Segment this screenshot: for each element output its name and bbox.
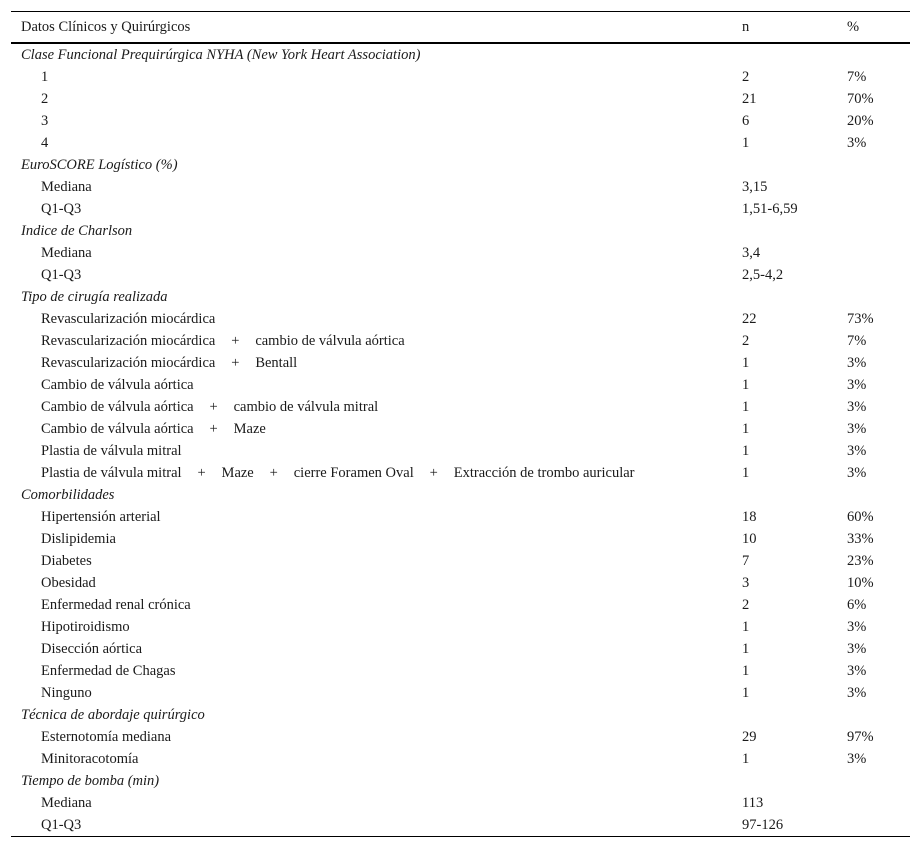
row-n-value: 113	[742, 795, 764, 811]
row-label: Q1-Q3	[41, 817, 82, 833]
section-header-row	[11, 220, 910, 242]
table-row	[11, 374, 910, 396]
plus-separator: +	[269, 465, 278, 481]
row-pct-value: 3%	[847, 751, 867, 767]
table-row	[11, 748, 910, 770]
plus-separator: +	[231, 355, 240, 371]
table-row	[11, 308, 910, 330]
section-header-row	[11, 286, 910, 308]
row-n-value: 1	[742, 751, 750, 767]
table-row	[11, 176, 910, 198]
row-pct-value: 70%	[847, 91, 874, 107]
procedure-part: cierre Foramen Oval	[293, 465, 414, 481]
table-row	[11, 506, 910, 528]
row-label	[41, 352, 297, 374]
row-pct-value: 3%	[847, 421, 867, 437]
row-label	[41, 330, 405, 352]
row-n-value: 2	[742, 597, 750, 613]
row-n-value: 10	[742, 531, 757, 547]
procedure-part: Extracción de trombo auricular	[453, 465, 635, 481]
row-pct-value: 20%	[847, 113, 874, 129]
section-label: Comorbilidades	[21, 487, 115, 503]
row-pct-value: 3%	[847, 619, 867, 635]
row-n-value: 3,15	[742, 179, 768, 195]
header-col-pct: %	[847, 19, 860, 35]
row-label: Disección aórtica	[41, 641, 143, 657]
row-n-value: 3,4	[742, 245, 761, 261]
procedure-part: Plastia de válvula mitral	[41, 443, 182, 459]
row-label: 4	[41, 135, 49, 151]
table-row	[11, 396, 910, 418]
row-n-value: 21	[742, 91, 757, 107]
table-row	[11, 88, 910, 110]
row-pct-value: 6%	[847, 597, 867, 613]
table-row	[11, 638, 910, 660]
section-header-row	[11, 770, 910, 792]
row-n-value: 97-126	[742, 817, 784, 833]
row-label	[41, 440, 182, 462]
row-label: Ninguno	[41, 685, 92, 701]
table-header	[11, 12, 910, 44]
row-n-value: 1	[742, 399, 750, 415]
row-n-value: 1	[742, 135, 750, 151]
row-label	[41, 308, 215, 330]
row-n-value: 2,5-4,2	[742, 267, 784, 283]
section-label: Tiempo de bomba (min)	[21, 773, 160, 789]
section-header-row	[11, 44, 910, 66]
row-pct-value: 10%	[847, 575, 874, 591]
table-row	[11, 550, 910, 572]
row-label: 1	[41, 69, 49, 85]
table-row	[11, 264, 910, 286]
procedure-part: Cambio de válvula aórtica	[41, 377, 194, 393]
procedure-part: Revascularización miocárdica	[41, 311, 216, 327]
section-label: Indice de Charlson	[21, 223, 133, 239]
table-row	[11, 66, 910, 88]
row-n-value: 1	[742, 421, 750, 437]
procedure-part: Revascularización miocárdica	[41, 333, 216, 349]
row-label: Diabetes	[41, 553, 92, 569]
section-header-row	[11, 704, 910, 726]
table-row	[11, 462, 910, 484]
plus-separator: +	[209, 421, 218, 437]
row-n-value: 1	[742, 443, 750, 459]
row-label: Dislipidemia	[41, 531, 116, 547]
row-label: Enfermedad de Chagas	[41, 663, 176, 679]
row-label: 3	[41, 113, 49, 129]
procedure-part: cambio de válvula mitral	[233, 399, 379, 415]
procedure-part: cambio de válvula aórtica	[255, 333, 405, 349]
row-pct-value: 97%	[847, 729, 874, 745]
row-n-value: 1	[742, 377, 750, 393]
table-bottom-rule	[11, 836, 910, 837]
row-label: Mediana	[41, 179, 92, 195]
row-n-value: 29	[742, 729, 757, 745]
row-pct-value: 3%	[847, 641, 867, 657]
plus-separator: +	[231, 333, 240, 349]
procedure-part: Plastia de válvula mitral	[41, 465, 182, 481]
table-row	[11, 594, 910, 616]
procedure-part: Maze	[221, 465, 254, 481]
row-pct-value: 3%	[847, 443, 867, 459]
row-pct-value: 3%	[847, 355, 867, 371]
table-row	[11, 198, 910, 220]
row-label: Q1-Q3	[41, 267, 82, 283]
table-row	[11, 616, 910, 638]
row-n-value: 1	[742, 355, 750, 371]
clinical-data-table	[11, 11, 910, 837]
table-row	[11, 418, 910, 440]
table-row	[11, 792, 910, 814]
plus-separator: +	[429, 465, 438, 481]
row-n-value: 2	[742, 69, 750, 85]
row-n-value: 3	[742, 575, 750, 591]
row-label: Mediana	[41, 245, 92, 261]
row-pct-value: 3%	[847, 663, 867, 679]
row-n-value: 22	[742, 311, 757, 327]
row-label: Hipotiroidismo	[41, 619, 130, 635]
section-label: Clase Funcional Prequirúrgica NYHA (New York Heart Association)	[21, 47, 421, 63]
plus-separator: +	[209, 399, 218, 415]
row-pct-value: 73%	[847, 311, 874, 327]
row-label	[41, 462, 635, 484]
section-header-row	[11, 154, 910, 176]
header-col-n: n	[742, 19, 750, 35]
row-label: Minitoracotomía	[41, 751, 139, 767]
row-n-value: 6	[742, 113, 750, 129]
table-row	[11, 528, 910, 550]
table-row	[11, 330, 910, 352]
row-pct-value: 33%	[847, 531, 874, 547]
table-body	[11, 44, 910, 836]
row-pct-value: 23%	[847, 553, 874, 569]
row-label: Enfermedad renal crónica	[41, 597, 191, 613]
row-pct-value: 3%	[847, 377, 867, 393]
row-label: Obesidad	[41, 575, 96, 591]
row-n-value: 1	[742, 641, 750, 657]
row-n-value: 1	[742, 685, 750, 701]
row-n-value: 1,51-6,59	[742, 201, 798, 217]
row-n-value: 18	[742, 509, 757, 525]
procedure-part: Cambio de válvula aórtica	[41, 421, 194, 437]
row-pct-value: 3%	[847, 685, 867, 701]
procedure-part: Bentall	[255, 355, 298, 371]
table-row	[11, 682, 910, 704]
table-row	[11, 132, 910, 154]
row-n-value: 2	[742, 333, 750, 349]
section-label: EuroSCORE Logístico (%)	[21, 157, 178, 173]
table-row	[11, 814, 910, 836]
row-pct-value: 3%	[847, 465, 867, 481]
row-label	[41, 396, 378, 418]
row-label: Mediana	[41, 795, 92, 811]
row-n-value: 1	[742, 465, 750, 481]
table-row	[11, 440, 910, 462]
row-label: 2	[41, 91, 49, 107]
section-header-row	[11, 484, 910, 506]
header-col-label: Datos Clínicos y Quirúrgicos	[21, 19, 191, 35]
row-pct-value: 60%	[847, 509, 874, 525]
row-label: Hipertensión arterial	[41, 509, 161, 525]
section-label: Técnica de abordaje quirúrgico	[21, 707, 205, 723]
row-label	[41, 418, 266, 440]
row-pct-value: 3%	[847, 399, 867, 415]
table-row	[11, 726, 910, 748]
procedure-part: Revascularización miocárdica	[41, 355, 216, 371]
row-n-value: 1	[742, 663, 750, 679]
row-label: Esternotomía mediana	[41, 729, 172, 745]
row-pct-value: 3%	[847, 135, 867, 151]
row-pct-value: 7%	[847, 333, 867, 349]
row-n-value: 1	[742, 619, 750, 635]
procedure-part: Maze	[233, 421, 266, 437]
table-row	[11, 352, 910, 374]
table-row	[11, 660, 910, 682]
row-label	[41, 374, 194, 396]
row-pct-value: 7%	[847, 69, 867, 85]
row-n-value: 7	[742, 553, 750, 569]
procedure-part: Cambio de válvula aórtica	[41, 399, 194, 415]
row-label: Q1-Q3	[41, 201, 82, 217]
plus-separator: +	[197, 465, 206, 481]
table-row	[11, 242, 910, 264]
section-label: Tipo de cirugía realizada	[21, 289, 168, 305]
table-row	[11, 110, 910, 132]
table-row	[11, 572, 910, 594]
